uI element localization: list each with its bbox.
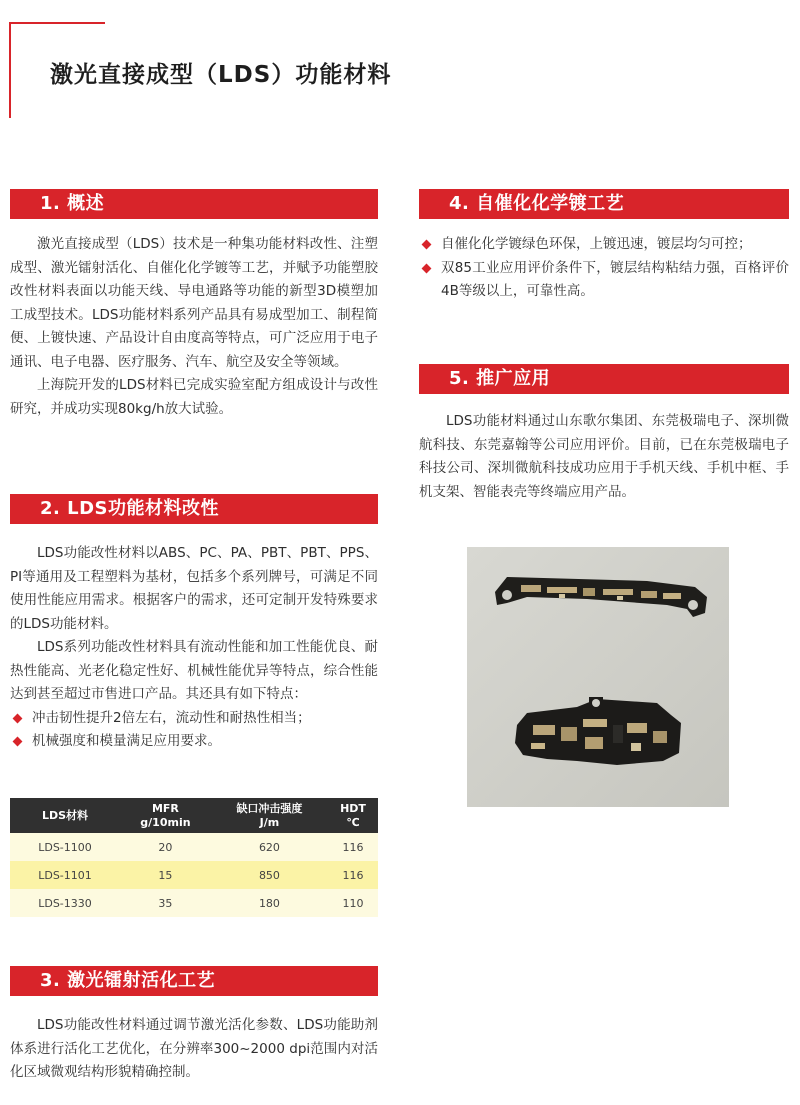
diamond-bullet-icon	[422, 240, 432, 250]
table-cell: 15	[158, 868, 173, 882]
bullet-text: 机械强度和模量满足应用要求。	[32, 733, 221, 749]
section-4-body	[419, 233, 789, 304]
table-row	[10, 833, 378, 861]
table-cell: 116	[342, 868, 364, 882]
table-cell: LDS-1330	[38, 896, 92, 910]
section-3-heading: 3. 激光镭射活化工艺	[10, 966, 378, 996]
title-corner-vertical	[9, 22, 11, 118]
bullet-text: 双85工业应用评价条件下，镀层结构粘结力强，百格评价4B等级以上，可靠性高。	[441, 259, 789, 299]
section-5-body	[419, 410, 789, 504]
title-corner-horizontal	[9, 22, 105, 24]
bullet-item	[419, 257, 789, 304]
table-cell: 116	[342, 840, 364, 854]
section-1-body	[10, 233, 378, 421]
section-3-body	[10, 1014, 378, 1085]
spec-table	[10, 798, 378, 917]
section-2-body	[10, 542, 378, 754]
bullet-text: 自催化化学镀绿色环保，上镀迅速，镀层均匀可控；	[441, 236, 752, 252]
product-photo	[467, 547, 729, 807]
table-cell: 850	[258, 868, 280, 882]
table-cell: 20	[158, 840, 173, 854]
table-row	[10, 889, 378, 917]
table-row	[10, 861, 378, 889]
table-cell: 110	[342, 896, 364, 910]
table-header-cell: MFR g/10min	[140, 801, 191, 829]
diamond-bullet-icon	[13, 713, 23, 723]
table-cell: LDS-1100	[38, 840, 92, 854]
section-2-bullets	[10, 707, 378, 754]
table-header-cell: LDS材料	[41, 808, 89, 822]
section-5-heading: 5. 推广应用	[419, 364, 789, 394]
section-1-heading: 1. 概述	[10, 189, 378, 219]
page-title: 激光直接成型（LDS）功能材料	[50, 62, 392, 88]
table-header-row	[10, 798, 378, 833]
section-1-paragraph: 激光直接成型（LDS）技术是一种集功能材料改性、注塑成型、激光镭射活化、自催化化学镀等工艺，并赋予功能塑胶改性材料表面以功能天线、导电通路等功能的新型3D模塑加工成型技术。LDS功能材料系列产品具有易成型加工、制程简便、上镀快速、产品设计自由度高等特点，可广泛应用于电子通讯、电子电器、医疗服务、汽车、航空及安全等领域。	[10, 236, 378, 370]
section-2-paragraph: LDS系列功能改性材料具有流动性能和加工性能优良、耐热性能高、光老化稳定性好、机械性能优异等特点，综合性能达到甚至超过市售进口产品。其还具有如下特点：	[10, 639, 378, 702]
table-header-cell: HDT ℃	[340, 801, 366, 829]
section-5-paragraph: LDS功能材料通过山东歌尔集团、东莞极瑞电子、深圳微航科技、东莞嘉翰等公司应用评价。目前，已在东莞极瑞电子科技公司、深圳微航科技成功应用于手机天线、手机中框、手机支架、智能表壳等终端应用产品。	[419, 413, 789, 500]
bullet-item	[10, 707, 378, 731]
section-4-heading: 4. 自催化化学镀工艺	[419, 189, 789, 219]
section-1-paragraph: 上海院开发的LDS材料已完成实验室配方组成设计与改性研究，并成功实现80kg/h放大试验。	[10, 377, 378, 417]
bullet-text: 冲击韧性提升2倍左右，流动性和耐热性相当；	[32, 709, 311, 726]
table-cell: 35	[158, 896, 173, 910]
lds-parts-illustration	[467, 547, 729, 807]
section-2-heading: 2. LDS功能材料改性	[10, 494, 378, 524]
bullet-item	[419, 233, 789, 257]
table-header-cell: 缺口冲击强度 J/m	[236, 801, 303, 829]
section-4-bullets	[419, 233, 789, 304]
section-3-paragraph: LDS功能改性材料通过调节激光活化参数、LDS功能助剂体系进行活化工艺优化，在分辨率300~2000 dpi范围内对活化区域微观结构形貌精确控制。	[10, 1017, 378, 1080]
table-cell: 180	[258, 896, 280, 910]
table-cell: 620	[258, 840, 280, 854]
section-2-paragraph: LDS功能改性材料以ABS、PC、PA、PBT、PBT、PPS、PI等通用及工程塑料为基材，包括多个系列牌号，可满足不同使用性能应用需求。根据客户的需求，还可定制开发特殊要求的LDS功能材料。	[10, 545, 378, 632]
bullet-item	[10, 730, 378, 754]
table-cell: LDS-1101	[38, 868, 92, 882]
diamond-bullet-icon	[422, 263, 432, 273]
diamond-bullet-icon	[13, 737, 23, 747]
